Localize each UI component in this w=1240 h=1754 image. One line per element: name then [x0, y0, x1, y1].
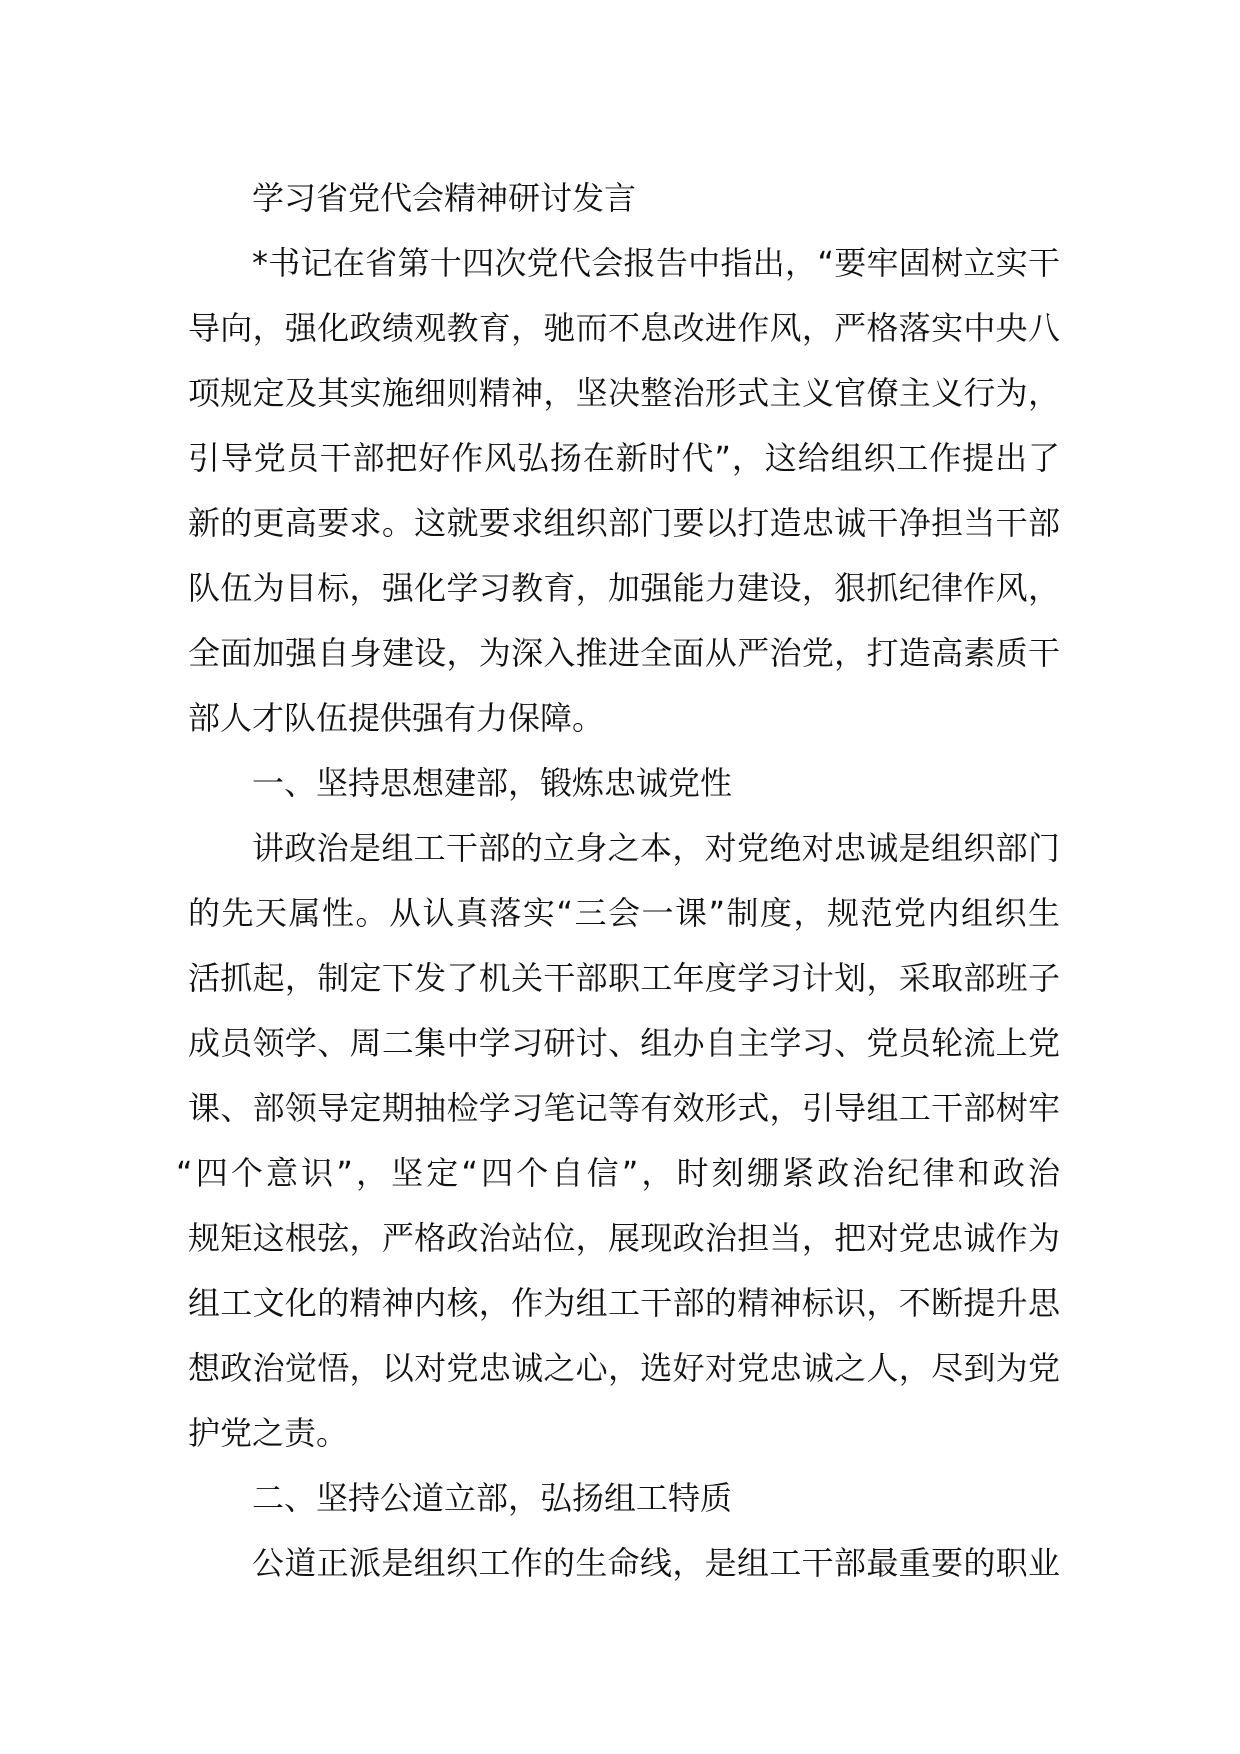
paragraph-line: 想政治觉悟，以对党忠诚之心，选好对党忠诚之人，尽到为党 — [188, 1349, 1060, 1387]
paragraph-line: 讲政治是组工干部的立身之本，对党绝对忠诚是组织部门 — [252, 829, 1060, 867]
section-heading-2: 二、坚持公道立部，弘扬组工特质 — [252, 1479, 733, 1517]
document-body — [176, 166, 1060, 1596]
intro-line: 导向，强化政绩观教育，驰而不息改进作风，严格落实中央八 — [188, 309, 1060, 347]
section-2-paragraph — [188, 1531, 1060, 1596]
intro-line: 全面加强自身建设，为深入推进全面从严治党，打造高素质干 — [188, 634, 1060, 672]
paragraph-line: 课、部领导定期抽检学习笔记等有效形式，引导组工干部树牢 — [188, 1089, 1060, 1127]
paragraph-line: “四个意识”，坚定“四个自信”，时刻绷紧政治纪律和政治 — [176, 1154, 1060, 1192]
intro-line: 新的更高要求。这就要求组织部门要以打造忠诚干净担当干部 — [188, 504, 1060, 542]
paragraph-line: 公道正派是组织工作的生命线，是组工干部最重要的职业 — [252, 1544, 1060, 1582]
document-title: 学习省党代会精神研讨发言 — [252, 179, 637, 217]
paragraph-line: 活抓起，制定下发了机关干部职工年度学习计划，采取部班子 — [188, 959, 1060, 997]
paragraph-line: 规矩这根弦，严格政治站位，展现政治担当，把对党忠诚作为 — [188, 1219, 1060, 1257]
intro-line: 队伍为目标，强化学习教育，加强能力建设，狠抓纪律作风， — [188, 569, 1060, 607]
paragraph-line: 组工文化的精神内核，作为组工干部的精神标识，不断提升思 — [188, 1284, 1060, 1322]
paragraph-line: 的先天属性。从认真落实“三会一课”制度，规范党内组织生 — [188, 894, 1060, 932]
paragraph-line: 护党之责。 — [188, 1414, 349, 1452]
intro-line: 部人才队伍提供强有力保障。 — [188, 699, 605, 737]
intro-line: *书记在省第十四次党代会报告中指出，“要牢固树立实干 — [252, 244, 1060, 282]
intro-line: 引导党员干部把好作风弘扬在新时代”，这给组织工作提出了 — [188, 439, 1060, 477]
section-1-paragraph — [176, 816, 1060, 1466]
intro-paragraph — [188, 231, 1060, 751]
paragraph-line: 成员领学、周二集中学习研讨、组办自主学习、党员轮流上党 — [188, 1024, 1060, 1062]
section-heading-1: 一、坚持思想建部，锻炼忠诚党性 — [252, 764, 733, 802]
intro-line: 项规定及其实施细则精神，坚决整治形式主义官僚主义行为， — [188, 374, 1060, 412]
